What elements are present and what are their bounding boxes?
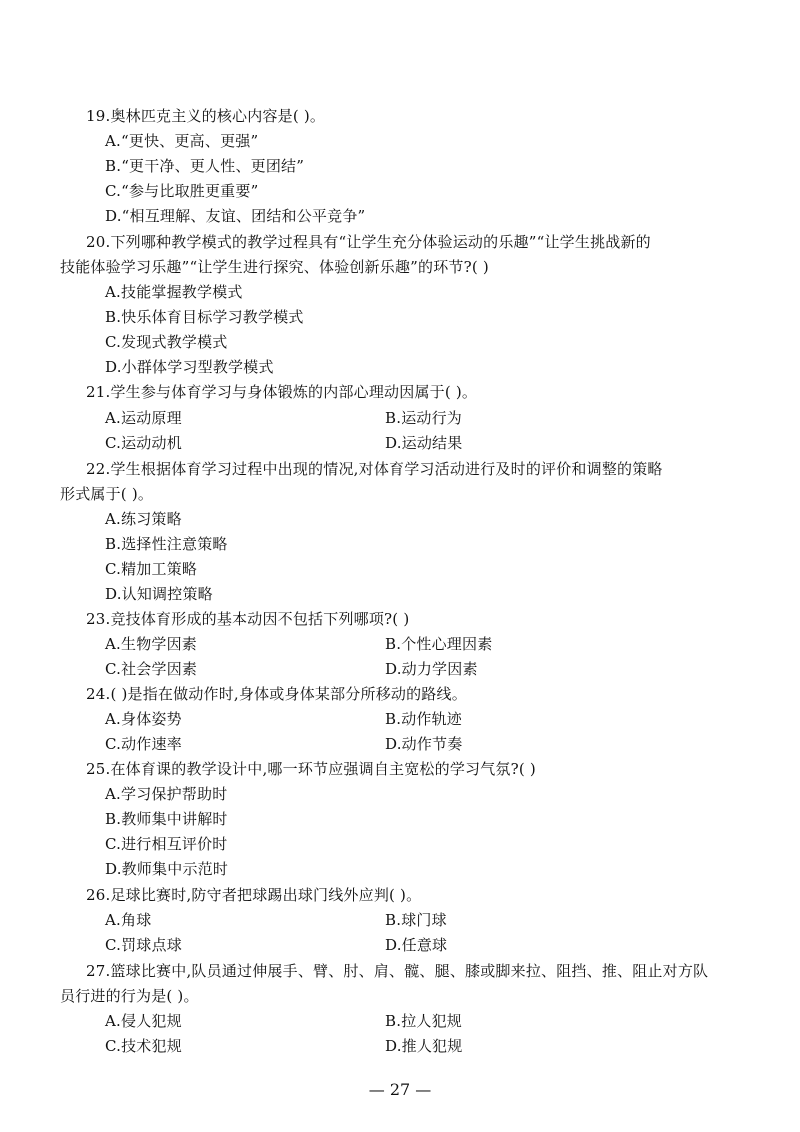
question-19-option-b: B.“更干净、更人性、更团结” <box>105 157 305 175</box>
question-24-option-a: A.身体姿势 <box>105 710 182 728</box>
question-24-option-d: D.动作节奏 <box>385 735 463 753</box>
question-25-option-a: A.学习保护帮助时 <box>105 785 228 803</box>
question-20-option-b: B.快乐体育目标学习教学模式 <box>105 308 304 326</box>
question-26-stem: 26.足球比赛时,防守者把球踢出球门线外应判( )。 <box>86 886 422 904</box>
question-25-option-c: C.进行相互评价时 <box>105 835 228 853</box>
question-27-option-d: D.推人犯规 <box>385 1037 463 1055</box>
question-25-stem: 25.在体育课的教学设计中,哪一环节应强调自主宽松的学习气氛?( ) <box>86 760 536 778</box>
question-24-option-b: B.动作轨迹 <box>385 710 462 728</box>
question-22-option-a: A.练习策略 <box>105 510 182 528</box>
question-27-option-a: A.侵人犯规 <box>105 1012 182 1030</box>
question-21-option-d: D.运动结果 <box>385 434 463 452</box>
question-27-stem-cont: 员行进的行为是( )。 <box>60 987 199 1005</box>
question-26-option-d: D.任意球 <box>385 936 448 954</box>
question-20-stem: 20.下列哪种教学模式的教学过程具有“让学生充分体验运动的乐趣”“让学生挑战新的 <box>86 233 651 251</box>
question-23-option-d: D.动力学因素 <box>385 660 478 678</box>
question-20-option-d: D.小群体学习型教学模式 <box>105 358 274 376</box>
question-22-option-d: D.认知调控策略 <box>105 585 213 603</box>
question-25-option-b: B.教师集中讲解时 <box>105 810 228 828</box>
question-23-stem: 23.竞技体育形成的基本动因不包括下列哪项?( ) <box>86 610 410 628</box>
question-23-option-b: B.个性心理因素 <box>385 635 493 653</box>
question-21-option-b: B.运动行为 <box>385 409 462 427</box>
question-26-option-b: B.球门球 <box>385 911 447 929</box>
question-19-option-a: A.“更快、更高、更强” <box>105 132 259 150</box>
question-27-option-c: C.技术犯规 <box>105 1037 182 1055</box>
question-19-option-c: C.“参与比取胜更重要” <box>105 182 259 200</box>
question-26-option-a: A.角球 <box>105 911 152 929</box>
question-22-stem: 22.学生根据体育学习过程中出现的情况,对体育学习活动进行及时的评价和调整的策略 <box>86 460 663 478</box>
question-21-option-c: C.运动动机 <box>105 434 182 452</box>
question-27-option-b: B.拉人犯规 <box>385 1012 462 1030</box>
question-20-stem-cont: 技能体验学习乐趣”“让学生进行探究、体验创新乐趣”的环节?( ) <box>60 258 489 276</box>
question-22-option-c: C.精加工策略 <box>105 560 198 578</box>
question-26-option-c: C.罚球点球 <box>105 936 182 954</box>
question-25-option-d: D.教师集中示范时 <box>105 860 229 878</box>
question-21-stem: 21.学生参与体育学习与身体锻炼的内部心理动因属于( )。 <box>86 383 478 401</box>
question-23-option-a: A.生物学因素 <box>105 635 198 653</box>
question-21-option-a: A.运动原理 <box>105 409 182 427</box>
question-24-stem: 24.( )是指在做动作时,身体或身体某部分所移动的路线。 <box>86 685 467 703</box>
question-22-option-b: B.选择性注意策略 <box>105 535 228 553</box>
question-22-stem-cont: 形式属于( )。 <box>60 485 154 503</box>
page-number: — 27 — <box>368 1080 432 1099</box>
question-24-option-c: C.动作速率 <box>105 735 182 753</box>
question-27-stem: 27.篮球比赛中,队员通过伸展手、臂、肘、肩、髋、腿、膝或脚来拉、阻挡、推、阻止对方队 <box>86 962 709 980</box>
question-20-option-a: A.技能掌握教学模式 <box>105 283 243 301</box>
question-23-option-c: C.社会学因素 <box>105 660 198 678</box>
question-19-option-d: D.“相互理解、友谊、团结和公平竞争” <box>105 207 366 225</box>
question-20-option-c: C.发现式教学模式 <box>105 333 228 351</box>
question-19-stem: 19.奥林匹克主义的核心内容是( )。 <box>86 107 326 125</box>
